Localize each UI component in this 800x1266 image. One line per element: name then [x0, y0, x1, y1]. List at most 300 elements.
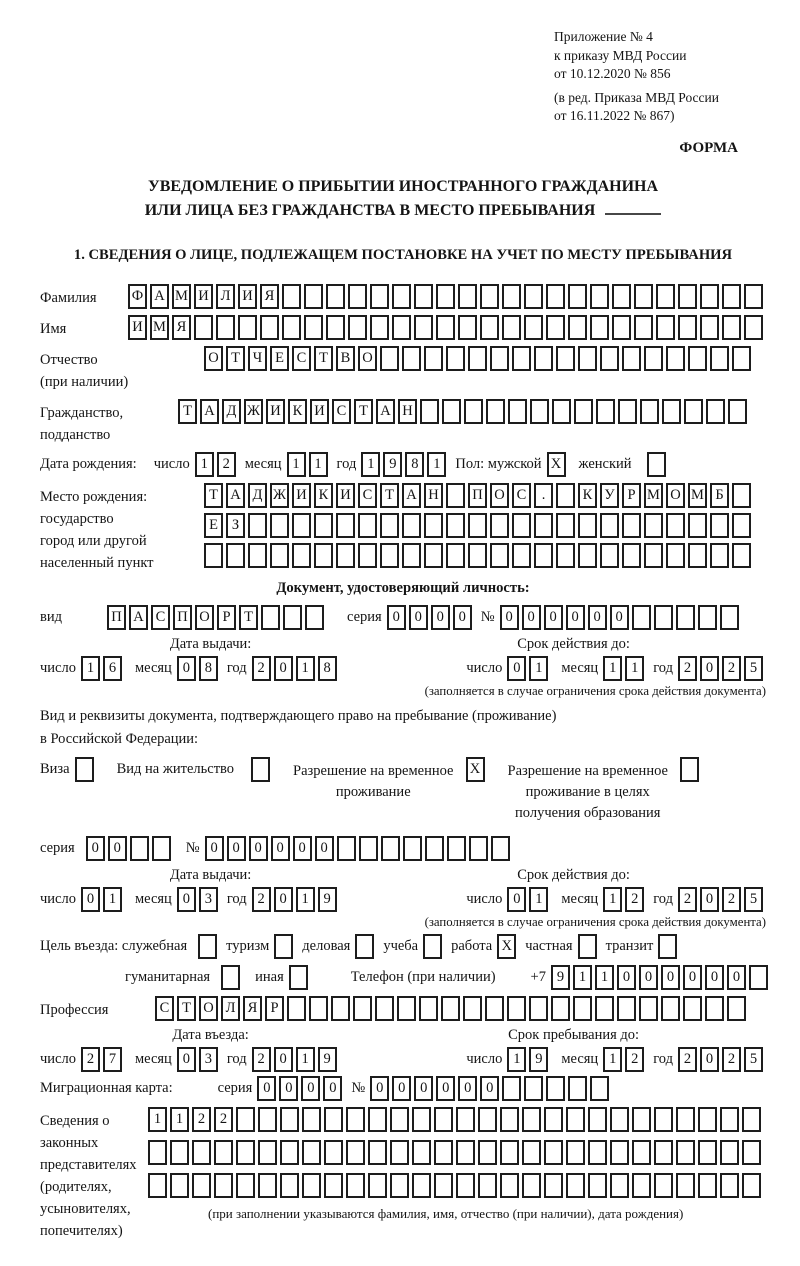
- form-cell[interactable]: [478, 1173, 497, 1198]
- form-cell[interactable]: 0: [436, 1076, 455, 1101]
- form-cell[interactable]: [309, 996, 328, 1021]
- form-cell[interactable]: [304, 315, 323, 340]
- permit-issue-month[interactable]: [177, 887, 221, 912]
- form-cell[interactable]: 8: [318, 656, 337, 681]
- form-cell[interactable]: Д: [248, 483, 267, 508]
- representatives-row3[interactable]: [148, 1173, 764, 1198]
- form-cell[interactable]: 0: [271, 836, 290, 861]
- form-cell[interactable]: 2: [678, 1047, 697, 1072]
- form-cell[interactable]: [424, 513, 443, 538]
- form-cell[interactable]: .: [534, 483, 553, 508]
- form-cell[interactable]: [622, 543, 641, 568]
- form-cell[interactable]: [688, 346, 707, 371]
- form-cell[interactable]: [749, 965, 768, 990]
- form-cell[interactable]: 2: [252, 656, 271, 681]
- surname-field[interactable]: [128, 284, 766, 309]
- form-cell[interactable]: [508, 399, 527, 424]
- form-cell[interactable]: Д: [222, 399, 241, 424]
- form-cell[interactable]: 8: [405, 452, 424, 477]
- form-cell[interactable]: X: [547, 452, 566, 477]
- form-cell[interactable]: 1: [296, 1047, 315, 1072]
- form-cell[interactable]: [500, 1140, 519, 1165]
- form-cell[interactable]: 0: [177, 887, 196, 912]
- form-cell[interactable]: [280, 1140, 299, 1165]
- form-cell[interactable]: [644, 513, 663, 538]
- form-cell[interactable]: М: [688, 483, 707, 508]
- permit-issue-day[interactable]: [81, 887, 125, 912]
- form-cell[interactable]: [324, 1173, 343, 1198]
- representatives-row2[interactable]: [148, 1140, 764, 1165]
- form-cell[interactable]: [720, 605, 739, 630]
- form-cell[interactable]: [348, 315, 367, 340]
- form-cell[interactable]: [274, 934, 293, 959]
- form-cell[interactable]: 0: [81, 887, 100, 912]
- form-cell[interactable]: [502, 284, 521, 309]
- form-cell[interactable]: [434, 1107, 453, 1132]
- form-cell[interactable]: [700, 315, 719, 340]
- form-cell[interactable]: [270, 513, 289, 538]
- form-cell[interactable]: [397, 996, 416, 1021]
- form-cell[interactable]: Ж: [270, 483, 289, 508]
- form-cell[interactable]: 0: [86, 836, 105, 861]
- form-cell[interactable]: 1: [170, 1107, 189, 1132]
- form-cell[interactable]: [666, 346, 685, 371]
- profession-field[interactable]: [155, 996, 749, 1021]
- form-cell[interactable]: [530, 399, 549, 424]
- form-cell[interactable]: [720, 1140, 739, 1165]
- form-cell[interactable]: [588, 1173, 607, 1198]
- form-cell[interactable]: [468, 346, 487, 371]
- form-cell[interactable]: 9: [551, 965, 570, 990]
- form-cell[interactable]: [632, 1173, 651, 1198]
- form-cell[interactable]: [420, 399, 439, 424]
- form-cell[interactable]: [590, 284, 609, 309]
- form-cell[interactable]: Я: [243, 996, 262, 1021]
- form-cell[interactable]: [441, 996, 460, 1021]
- form-cell[interactable]: 0: [480, 1076, 499, 1101]
- form-cell[interactable]: [578, 543, 597, 568]
- sex-male-checkbox[interactable]: [547, 452, 569, 477]
- form-cell[interactable]: О: [204, 346, 223, 371]
- form-cell[interactable]: [192, 1140, 211, 1165]
- form-cell[interactable]: [742, 1140, 761, 1165]
- form-cell[interactable]: 3: [199, 887, 218, 912]
- form-cell[interactable]: [720, 1107, 739, 1132]
- form-cell[interactable]: [260, 315, 279, 340]
- form-cell[interactable]: [194, 315, 213, 340]
- form-cell[interactable]: [698, 1140, 717, 1165]
- form-cell[interactable]: [375, 996, 394, 1021]
- form-cell[interactable]: [170, 1173, 189, 1198]
- form-cell[interactable]: П: [107, 605, 126, 630]
- form-cell[interactable]: [442, 399, 461, 424]
- form-cell[interactable]: [130, 836, 149, 861]
- form-cell[interactable]: [380, 513, 399, 538]
- form-cell[interactable]: Н: [424, 483, 443, 508]
- form-cell[interactable]: [658, 934, 677, 959]
- form-cell[interactable]: [336, 513, 355, 538]
- form-cell[interactable]: X: [466, 757, 485, 782]
- form-cell[interactable]: А: [226, 483, 245, 508]
- birthplace-row1[interactable]: [204, 483, 754, 508]
- form-cell[interactable]: [302, 1107, 321, 1132]
- form-cell[interactable]: [370, 315, 389, 340]
- form-cell[interactable]: [402, 513, 421, 538]
- form-cell[interactable]: [688, 543, 707, 568]
- form-cell[interactable]: [654, 1173, 673, 1198]
- form-cell[interactable]: А: [129, 605, 148, 630]
- form-cell[interactable]: [522, 1140, 541, 1165]
- form-cell[interactable]: [468, 543, 487, 568]
- form-cell[interactable]: 0: [683, 965, 702, 990]
- form-cell[interactable]: 0: [177, 656, 196, 681]
- form-cell[interactable]: 0: [301, 1076, 320, 1101]
- permit-valid-year[interactable]: [678, 887, 766, 912]
- doc-series-field[interactable]: [387, 605, 475, 630]
- form-cell[interactable]: 0: [370, 1076, 389, 1101]
- study-checkbox[interactable]: [423, 934, 445, 959]
- form-cell[interactable]: [287, 996, 306, 1021]
- form-cell[interactable]: [480, 315, 499, 340]
- form-cell[interactable]: [456, 1173, 475, 1198]
- form-cell[interactable]: [698, 1173, 717, 1198]
- form-cell[interactable]: [75, 757, 94, 782]
- permit-valid-day[interactable]: [507, 887, 551, 912]
- form-cell[interactable]: Я: [260, 284, 279, 309]
- form-cell[interactable]: 0: [588, 605, 607, 630]
- form-cell[interactable]: [214, 1140, 233, 1165]
- form-cell[interactable]: [236, 1173, 255, 1198]
- form-cell[interactable]: 1: [573, 965, 592, 990]
- form-cell[interactable]: [534, 346, 553, 371]
- form-cell[interactable]: [688, 513, 707, 538]
- form-cell[interactable]: [486, 399, 505, 424]
- form-cell[interactable]: 0: [323, 1076, 342, 1101]
- form-cell[interactable]: [639, 996, 658, 1021]
- form-cell[interactable]: [622, 346, 641, 371]
- form-cell[interactable]: [248, 513, 267, 538]
- form-cell[interactable]: [283, 605, 302, 630]
- representatives-row1[interactable]: [148, 1107, 764, 1132]
- form-cell[interactable]: [676, 1140, 695, 1165]
- form-cell[interactable]: Р: [622, 483, 641, 508]
- form-cell[interactable]: [661, 996, 680, 1021]
- permit-valid-month[interactable]: [603, 887, 647, 912]
- form-cell[interactable]: 3: [199, 1047, 218, 1072]
- form-cell[interactable]: А: [200, 399, 219, 424]
- form-cell[interactable]: [678, 284, 697, 309]
- form-cell[interactable]: [656, 284, 675, 309]
- form-cell[interactable]: И: [128, 315, 147, 340]
- form-cell[interactable]: [446, 513, 465, 538]
- form-cell[interactable]: [698, 1107, 717, 1132]
- form-cell[interactable]: [324, 1107, 343, 1132]
- form-cell[interactable]: 2: [81, 1047, 100, 1072]
- form-cell[interactable]: И: [238, 284, 257, 309]
- form-cell[interactable]: [380, 346, 399, 371]
- form-cell[interactable]: Е: [204, 513, 223, 538]
- form-cell[interactable]: [534, 513, 553, 538]
- form-cell[interactable]: [353, 996, 372, 1021]
- doc-valid-day[interactable]: [507, 656, 551, 681]
- form-cell[interactable]: С: [292, 346, 311, 371]
- form-cell[interactable]: [458, 315, 477, 340]
- form-cell[interactable]: 0: [387, 605, 406, 630]
- doc-issue-day[interactable]: [81, 656, 125, 681]
- form-cell[interactable]: [512, 346, 531, 371]
- form-cell[interactable]: [720, 1173, 739, 1198]
- form-cell[interactable]: [632, 1107, 651, 1132]
- form-cell[interactable]: [390, 1107, 409, 1132]
- form-cell[interactable]: [403, 836, 422, 861]
- form-cell[interactable]: [446, 543, 465, 568]
- form-cell[interactable]: [568, 1076, 587, 1101]
- form-cell[interactable]: [314, 543, 333, 568]
- form-cell[interactable]: [412, 1107, 431, 1132]
- form-cell[interactable]: К: [578, 483, 597, 508]
- form-cell[interactable]: [722, 284, 741, 309]
- doc-valid-month[interactable]: [603, 656, 647, 681]
- form-cell[interactable]: [368, 1173, 387, 1198]
- form-cell[interactable]: [414, 315, 433, 340]
- form-cell[interactable]: [632, 1140, 651, 1165]
- form-cell[interactable]: 1: [603, 1047, 622, 1072]
- sex-female-checkbox[interactable]: [647, 452, 669, 477]
- form-cell[interactable]: 0: [700, 887, 719, 912]
- form-cell[interactable]: 2: [214, 1107, 233, 1132]
- form-cell[interactable]: [728, 399, 747, 424]
- form-cell[interactable]: [727, 996, 746, 1021]
- form-cell[interactable]: [552, 399, 571, 424]
- transit-checkbox[interactable]: [658, 934, 680, 959]
- form-cell[interactable]: 1: [81, 656, 100, 681]
- form-cell[interactable]: [280, 1173, 299, 1198]
- form-cell[interactable]: [434, 1173, 453, 1198]
- form-cell[interactable]: [456, 1107, 475, 1132]
- form-cell[interactable]: 0: [639, 965, 658, 990]
- form-cell[interactable]: [446, 483, 465, 508]
- form-cell[interactable]: Ч: [248, 346, 267, 371]
- citizenship-field[interactable]: [178, 399, 750, 424]
- form-cell[interactable]: [390, 1173, 409, 1198]
- form-cell[interactable]: Л: [221, 996, 240, 1021]
- form-cell[interactable]: И: [310, 399, 329, 424]
- form-cell[interactable]: Б: [710, 483, 729, 508]
- form-cell[interactable]: [588, 1140, 607, 1165]
- form-cell[interactable]: [302, 1173, 321, 1198]
- form-cell[interactable]: 1: [296, 887, 315, 912]
- form-cell[interactable]: [402, 346, 421, 371]
- form-cell[interactable]: [610, 1107, 629, 1132]
- form-cell[interactable]: [551, 996, 570, 1021]
- form-cell[interactable]: [522, 1107, 541, 1132]
- form-cell[interactable]: 0: [293, 836, 312, 861]
- form-cell[interactable]: С: [155, 996, 174, 1021]
- form-cell[interactable]: [216, 315, 235, 340]
- form-cell[interactable]: П: [173, 605, 192, 630]
- tourism-checkbox[interactable]: [274, 934, 296, 959]
- doc-number-field[interactable]: [500, 605, 742, 630]
- form-cell[interactable]: [204, 543, 223, 568]
- form-cell[interactable]: 0: [700, 656, 719, 681]
- form-cell[interactable]: [490, 346, 509, 371]
- form-cell[interactable]: [698, 605, 717, 630]
- form-cell[interactable]: [534, 543, 553, 568]
- form-cell[interactable]: [546, 315, 565, 340]
- phone-field[interactable]: [551, 965, 771, 990]
- form-cell[interactable]: [644, 346, 663, 371]
- form-cell[interactable]: [491, 836, 510, 861]
- form-cell[interactable]: [346, 1107, 365, 1132]
- form-cell[interactable]: [742, 1107, 761, 1132]
- form-cell[interactable]: X: [497, 934, 516, 959]
- form-cell[interactable]: 0: [566, 605, 585, 630]
- temp-permit-edu-checkbox[interactable]: [680, 757, 702, 782]
- form-cell[interactable]: [622, 513, 641, 538]
- form-cell[interactable]: [270, 543, 289, 568]
- entry-day[interactable]: [81, 1047, 125, 1072]
- form-cell[interactable]: 2: [625, 1047, 644, 1072]
- form-cell[interactable]: [192, 1173, 211, 1198]
- form-cell[interactable]: [337, 836, 356, 861]
- form-cell[interactable]: 1: [507, 1047, 526, 1072]
- form-cell[interactable]: [524, 315, 543, 340]
- birth-month-field[interactable]: [287, 452, 331, 477]
- form-cell[interactable]: [666, 513, 685, 538]
- stay-month[interactable]: [603, 1047, 647, 1072]
- form-cell[interactable]: [326, 315, 345, 340]
- form-cell[interactable]: Т: [354, 399, 373, 424]
- form-cell[interactable]: 0: [177, 1047, 196, 1072]
- form-cell[interactable]: [490, 513, 509, 538]
- form-cell[interactable]: [282, 284, 301, 309]
- form-cell[interactable]: 2: [252, 887, 271, 912]
- form-cell[interactable]: 1: [529, 887, 548, 912]
- form-cell[interactable]: Т: [239, 605, 258, 630]
- form-cell[interactable]: [524, 1076, 543, 1101]
- form-cell[interactable]: [148, 1173, 167, 1198]
- form-cell[interactable]: [700, 284, 719, 309]
- permit-issue-year[interactable]: [252, 887, 340, 912]
- form-cell[interactable]: 0: [414, 1076, 433, 1101]
- form-cell[interactable]: А: [402, 483, 421, 508]
- humanitarian-checkbox[interactable]: [221, 965, 243, 990]
- form-cell[interactable]: 0: [227, 836, 246, 861]
- form-cell[interactable]: [683, 996, 702, 1021]
- form-cell[interactable]: [346, 1140, 365, 1165]
- form-cell[interactable]: [292, 543, 311, 568]
- form-cell[interactable]: У: [600, 483, 619, 508]
- form-cell[interactable]: [732, 346, 751, 371]
- form-cell[interactable]: [258, 1107, 277, 1132]
- form-cell[interactable]: [732, 513, 751, 538]
- form-cell[interactable]: Т: [314, 346, 333, 371]
- form-cell[interactable]: [544, 1107, 563, 1132]
- form-cell[interactable]: [566, 1107, 585, 1132]
- form-cell[interactable]: 0: [453, 605, 472, 630]
- form-cell[interactable]: И: [336, 483, 355, 508]
- form-cell[interactable]: 9: [318, 1047, 337, 1072]
- form-cell[interactable]: [289, 965, 308, 990]
- birthplace-row3[interactable]: [204, 543, 754, 568]
- form-cell[interactable]: [251, 757, 270, 782]
- visa-checkbox[interactable]: [75, 757, 97, 782]
- form-cell[interactable]: 2: [722, 887, 741, 912]
- form-cell[interactable]: 1: [103, 887, 122, 912]
- form-cell[interactable]: [258, 1140, 277, 1165]
- form-cell[interactable]: [412, 1173, 431, 1198]
- form-cell[interactable]: [544, 1173, 563, 1198]
- form-cell[interactable]: 1: [296, 656, 315, 681]
- form-cell[interactable]: [214, 1173, 233, 1198]
- form-cell[interactable]: [304, 284, 323, 309]
- form-cell[interactable]: [640, 399, 659, 424]
- other-checkbox[interactable]: [289, 965, 311, 990]
- form-cell[interactable]: [632, 605, 651, 630]
- private-checkbox[interactable]: [578, 934, 600, 959]
- form-cell[interactable]: [412, 1140, 431, 1165]
- form-cell[interactable]: [148, 1140, 167, 1165]
- form-cell[interactable]: А: [376, 399, 395, 424]
- stay-year[interactable]: [678, 1047, 766, 1072]
- permit-number-field[interactable]: [205, 836, 513, 861]
- form-cell[interactable]: М: [644, 483, 663, 508]
- form-cell[interactable]: [463, 996, 482, 1021]
- stay-day[interactable]: [507, 1047, 551, 1072]
- form-cell[interactable]: К: [288, 399, 307, 424]
- form-cell[interactable]: 0: [500, 605, 519, 630]
- form-cell[interactable]: [710, 346, 729, 371]
- form-cell[interactable]: 1: [309, 452, 328, 477]
- form-cell[interactable]: 1: [603, 887, 622, 912]
- form-cell[interactable]: [676, 605, 695, 630]
- form-cell[interactable]: [710, 513, 729, 538]
- form-cell[interactable]: [590, 1076, 609, 1101]
- form-cell[interactable]: [706, 399, 725, 424]
- form-cell[interactable]: [152, 836, 171, 861]
- form-cell[interactable]: [578, 513, 597, 538]
- form-cell[interactable]: 2: [722, 1047, 741, 1072]
- form-cell[interactable]: Т: [177, 996, 196, 1021]
- form-cell[interactable]: 1: [195, 452, 214, 477]
- form-cell[interactable]: О: [358, 346, 377, 371]
- form-cell[interactable]: [595, 996, 614, 1021]
- form-cell[interactable]: [485, 996, 504, 1021]
- form-cell[interactable]: С: [151, 605, 170, 630]
- form-cell[interactable]: 2: [678, 887, 697, 912]
- form-cell[interactable]: 2: [252, 1047, 271, 1072]
- form-cell[interactable]: 0: [392, 1076, 411, 1101]
- residence-permit-checkbox[interactable]: [251, 757, 273, 782]
- form-cell[interactable]: [546, 1076, 565, 1101]
- form-cell[interactable]: Н: [398, 399, 417, 424]
- form-cell[interactable]: В: [336, 346, 355, 371]
- form-cell[interactable]: [248, 543, 267, 568]
- entry-year[interactable]: [252, 1047, 340, 1072]
- name-field[interactable]: [128, 315, 766, 340]
- form-cell[interactable]: [490, 543, 509, 568]
- form-cell[interactable]: [478, 1140, 497, 1165]
- form-cell[interactable]: [302, 1140, 321, 1165]
- form-cell[interactable]: [618, 399, 637, 424]
- form-cell[interactable]: [546, 284, 565, 309]
- form-cell[interactable]: Т: [380, 483, 399, 508]
- form-cell[interactable]: [705, 996, 724, 1021]
- form-cell[interactable]: [390, 1140, 409, 1165]
- form-cell[interactable]: [324, 1140, 343, 1165]
- form-cell[interactable]: [469, 836, 488, 861]
- form-cell[interactable]: 0: [617, 965, 636, 990]
